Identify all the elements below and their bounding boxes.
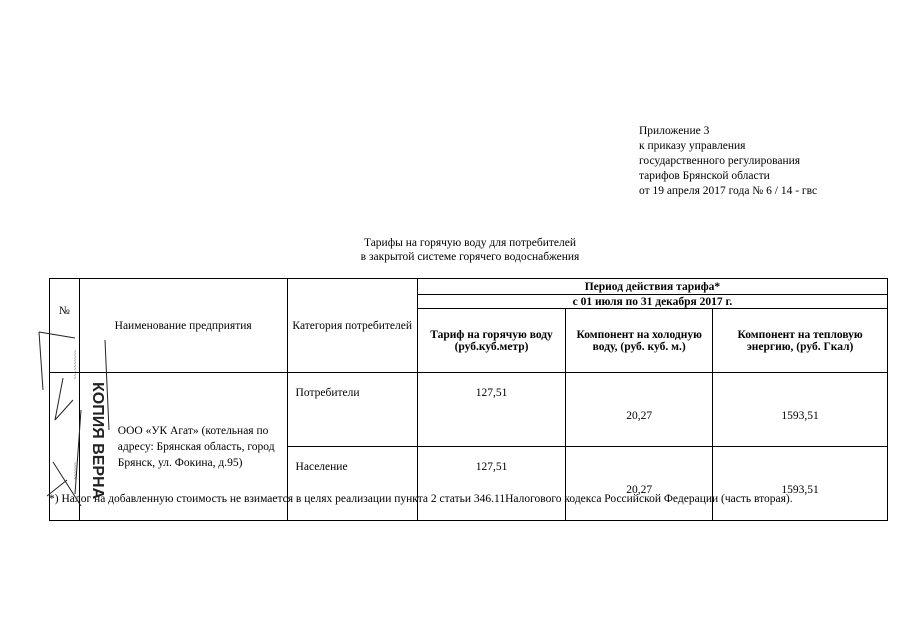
category-cell: Потребители xyxy=(287,373,417,447)
title-line-2: в закрытой системе горячего водоснабжения xyxy=(360,251,580,263)
header-line-date: от 19 апреля 2017 года № 6 / 14 - гвс xyxy=(639,185,818,197)
stamp-text: КОПИЯ ВЕРНА xyxy=(89,382,106,500)
heat-component-cell: 1593,51 xyxy=(713,373,888,447)
title-line-1: Тарифы на горячую воду для потребителей xyxy=(363,237,577,249)
svg-text:~~~~~~~~~~: ~~~~~~~~~~ xyxy=(71,350,77,380)
document-header xyxy=(639,124,817,199)
header-organization: Наименование предприятия xyxy=(79,279,287,373)
header-cold-component: Компонент на холодную воду, (руб. куб. м.) xyxy=(566,309,713,373)
header-line-appendix: Приложение 3 xyxy=(639,125,710,137)
header-line-region: тарифов Брянской области xyxy=(639,170,770,182)
header-tariff: Тариф на горячую воду (руб.куб.метр) xyxy=(417,309,565,373)
footnote: *) Налог на добавленную стоимость не взимается в целях реализации пункта 2 статьи 346.11Налогового кодекса Российской Федерации (часть вторая). xyxy=(49,493,793,505)
header-number: № xyxy=(50,279,80,373)
tariff-cell: 127,51 xyxy=(417,447,565,521)
tariff-table xyxy=(49,278,888,521)
header-period-title: Период действия тарифа* xyxy=(417,279,887,295)
svg-text:~~~~~~: ~~~~~~ xyxy=(71,462,77,480)
heat-component-cell: 1593,51 xyxy=(713,447,888,521)
cold-component-cell: 20,27 xyxy=(566,373,713,447)
document-title xyxy=(300,236,640,264)
cold-component-cell: 20,27 xyxy=(566,447,713,521)
tariff-cell: 127,51 xyxy=(417,373,565,447)
header-line-order: к приказу управления xyxy=(639,140,746,152)
header-line-department: государственного регулирования xyxy=(639,155,801,167)
header-period-dates: с 01 июля по 31 декабря 2017 г. xyxy=(417,295,887,309)
organization-name: ООО «УК Агат» (котельная по адресу: Брянская область, город Брянск, ул. Фокина, д.95) xyxy=(79,373,287,521)
header-category: Категория потребителей xyxy=(287,279,417,373)
table-row xyxy=(50,373,888,447)
header-heat-component: Компонент на тепловую энергию, (руб. Гкал) xyxy=(713,309,888,373)
category-cell: Население xyxy=(287,447,417,521)
